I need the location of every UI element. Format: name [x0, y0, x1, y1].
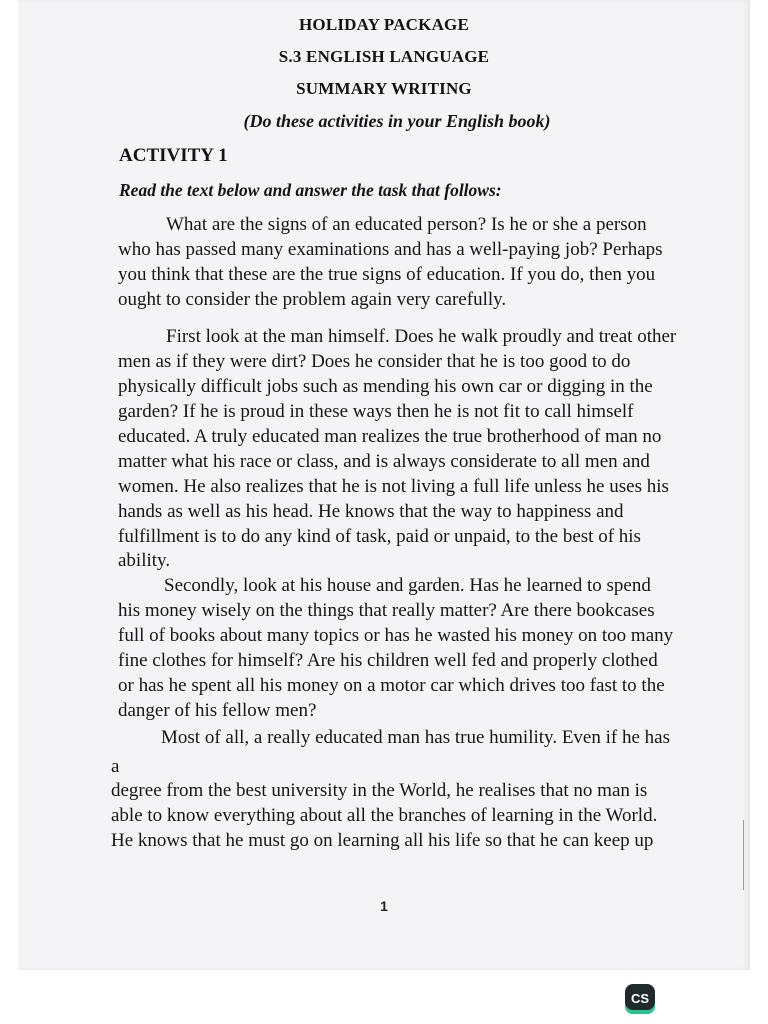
passage-line: fulfillment is to do any kind of task, paid or unpaid, to the best of his: [118, 526, 641, 547]
page-number: 1: [380, 898, 388, 914]
passage-line: educated. A truly educated man realizes the true brotherhood of man no: [118, 426, 662, 447]
passage-line: full of books about many topics or has he wasted his money on too many: [118, 625, 674, 646]
passage-line: Most of all, a really educated man has true humility. Even if he has: [161, 727, 670, 748]
general-instruction: (Do these activities in your English book): [243, 111, 551, 131]
document-title: HOLIDAY PACKAGE: [298, 15, 470, 34]
passage-line: who has passed many examinations and has a well-paying job? Perhaps: [118, 239, 663, 260]
passage-line: Secondly, look at his house and garden. Has he learned to spend: [164, 575, 651, 596]
passage-line: garden? If he is proud in these ways then he is not fit to call himself: [118, 401, 634, 422]
passage-line: you think that these are the true signs of education. If you do, then you: [118, 264, 656, 285]
passage-line: women. He also realizes that he is not living a full life unless he uses his: [118, 476, 669, 497]
camscanner-logo: CS: [625, 984, 655, 1014]
topic-title: SUMMARY WRITING: [296, 79, 472, 98]
passage-line: fine clothes for himself? Are his children well fed and properly clothed: [118, 650, 658, 671]
passage-line: a: [111, 756, 120, 777]
task-instruction: Read the text below and answer the task that follows:: [119, 180, 502, 200]
passage-line: He knows that he must go on learning all his life so that he can keep up: [111, 830, 654, 851]
passage-line: matter what his race or class, and is always considerate to all men and: [118, 451, 650, 472]
passage-line: hands as well as his head. He knows that the way to happiness and: [118, 501, 624, 522]
passage-line: What are the signs of an educated person? Is he or she a person: [166, 214, 647, 235]
passage-line: ought to consider the problem again very carefully.: [118, 289, 507, 310]
passage-line: men as if they were dirt? Does he consider that he is too good to do: [118, 351, 631, 372]
passage-line: able to know everything about all the branches of learning in the World.: [111, 805, 658, 826]
document-page: [18, 0, 750, 970]
passage-line: degree from the best university in the World, he realises that no man is: [111, 780, 648, 801]
class-subject: S.3 ENGLISH LANGUAGE: [278, 47, 490, 66]
activity-heading: ACTIVITY 1: [119, 145, 228, 166]
passage-line: danger of his fellow men?: [118, 700, 317, 721]
passage-line: his money wisely on the things that really matter? Are there bookcases: [118, 600, 655, 621]
passage-line: physically difficult jobs such as mending his own car or digging in the: [118, 376, 653, 397]
passage-line: or has he spent all his money on a motor car which drives too fast to the: [118, 675, 665, 696]
passage-line: First look at the man himself. Does he walk proudly and treat other: [166, 326, 677, 347]
passage-line: ability.: [118, 550, 171, 571]
